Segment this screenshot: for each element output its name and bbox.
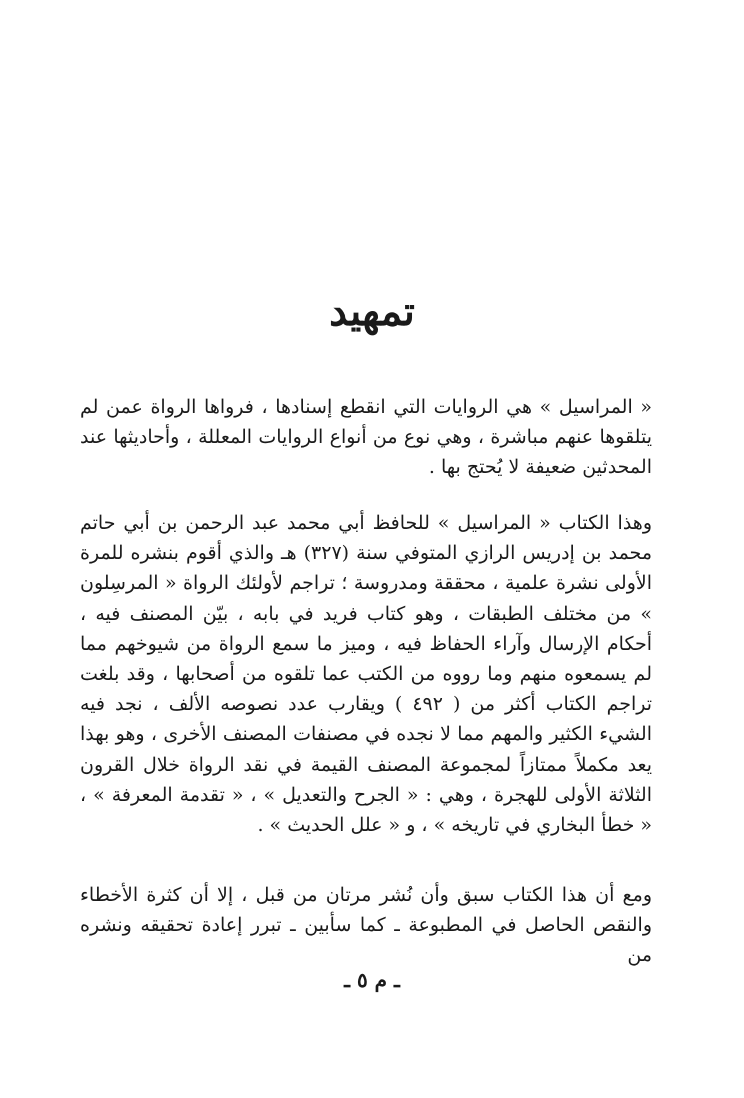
paragraph-1 xyxy=(80,392,652,483)
paragraph-2-text: وهذا الكتاب « المراسيل » للحافظ أبي محمد عبد الرحمن بن أبي حاتم محمد بن إدريس الرازي المتوفي سنة (٣٢٧) هـ والذي أقوم بنشره للمرة الأولى نشرة علمية ، محققة ومدروسة ؛ تراجم لأولئك الرواة « المرسِلون » من مختلف الطبقات ، وهو كتاب فريد في بابه ، بيّن المصنف فيه ، أحكام الإرسال وآراء الحفاظ فيه ، وميز ما سمع الرواة من شيوخهم مما لم يسمعوه منهم وما رووه من الكتب عما تلقوه من أصحابها ، وقد بلغت تراجم الكتاب أكثر من ( ٤٩٢ ) ويقارب عدد نصوصه الألف ، نجد فيه الشيء الكثير والمهم مما لا نجده في مصنفات المصنف الأخرى ، وهو بهذا يعد مكملاً ممتازاً لمجموعة المصنف القيمة في نقد الرواة خلال القرون الثلاثة الأولى للهجرة ، وهي : « الجرح والتعديل » ، « تقدمة المعرفة » ، « خطأ البخاري في تاريخه » ، و « علل الحديث » . xyxy=(80,512,653,837)
paragraph-3 xyxy=(80,880,652,971)
chapter-heading: تمهيد xyxy=(329,288,415,335)
paragraph-1-text: « المراسيل » هي الروايات التي انقطع إسنادها ، فرواها الرواة عمن لم يتلقوها عنهم مباشرة ، وهي نوع من أنواع الروايات المعللة ، وأحاديثها عند المحدثين ضعيفة لا يُحتج بها . xyxy=(80,396,652,479)
paragraph-3-text: ومع أن هذا الكتاب سبق وأن نُشر مرتان من قبل ، إلا أن كثرة الأخطاء والنقص الحاصل في المطبوعة ـ كما سأبين ـ تبرر إعادة تحقيقه ونشره من xyxy=(80,884,652,967)
page-number: ـ م ٥ ـ xyxy=(344,968,400,992)
paragraph-2 xyxy=(80,508,652,840)
